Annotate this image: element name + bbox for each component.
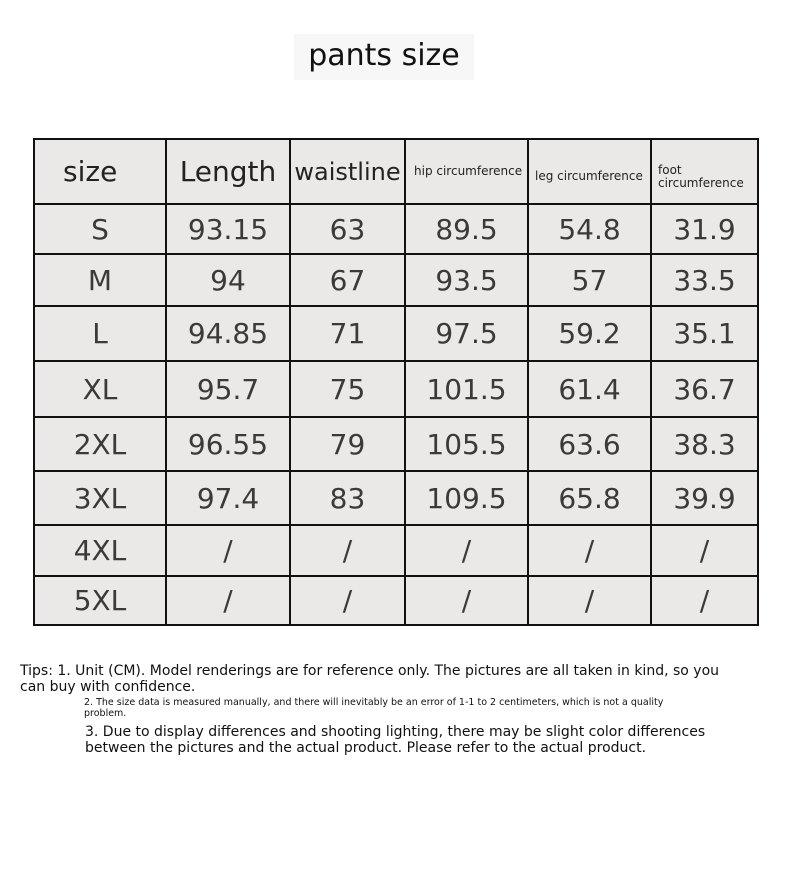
cell-waistline: / xyxy=(290,576,405,625)
cell-length: 95.7 xyxy=(166,361,290,417)
header-leg-circumference: leg circumference xyxy=(528,139,651,204)
tip-unit: Tips: 1. Unit (CM). Model renderings are for reference only. The pictures are all taken in kind, so you can buy with confidence. xyxy=(20,663,720,695)
cell-foot: 33.5 xyxy=(651,254,758,306)
cell-size: XL xyxy=(34,361,166,417)
cell-foot: 38.3 xyxy=(651,417,758,471)
cell-size: 4XL xyxy=(34,525,166,576)
cell-length: 93.15 xyxy=(166,204,290,254)
table-row xyxy=(34,306,758,361)
cell-size: M xyxy=(34,254,166,306)
table-row xyxy=(34,361,758,417)
cell-foot: / xyxy=(651,525,758,576)
cell-leg: 61.4 xyxy=(528,361,651,417)
cell-hip: / xyxy=(405,525,528,576)
table-row xyxy=(34,576,758,625)
size-chart-table xyxy=(33,138,759,626)
cell-waistline: 83 xyxy=(290,471,405,525)
cell-leg: / xyxy=(528,525,651,576)
table-row xyxy=(34,525,758,576)
cell-leg: 57 xyxy=(528,254,651,306)
cell-waistline: 67 xyxy=(290,254,405,306)
table-header-row xyxy=(34,139,758,204)
table-row xyxy=(34,204,758,254)
cell-waistline: 63 xyxy=(290,204,405,254)
cell-leg: 59.2 xyxy=(528,306,651,361)
cell-size: S xyxy=(34,204,166,254)
cell-hip: 93.5 xyxy=(405,254,528,306)
cell-hip: 105.5 xyxy=(405,417,528,471)
cell-length: 96.55 xyxy=(166,417,290,471)
cell-waistline: 71 xyxy=(290,306,405,361)
cell-leg: 54.8 xyxy=(528,204,651,254)
cell-foot: / xyxy=(651,576,758,625)
cell-hip: 97.5 xyxy=(405,306,528,361)
cell-length: 94 xyxy=(166,254,290,306)
cell-hip: / xyxy=(405,576,528,625)
cell-length: / xyxy=(166,525,290,576)
cell-waistline: 79 xyxy=(290,417,405,471)
table-row xyxy=(34,471,758,525)
cell-waistline: 75 xyxy=(290,361,405,417)
header-length: Length xyxy=(166,139,290,204)
cell-foot: 39.9 xyxy=(651,471,758,525)
cell-size: L xyxy=(34,306,166,361)
cell-foot: 31.9 xyxy=(651,204,758,254)
header-waistline: waistline xyxy=(290,139,405,204)
cell-hip: 89.5 xyxy=(405,204,528,254)
cell-leg: / xyxy=(528,576,651,625)
cell-leg: 65.8 xyxy=(528,471,651,525)
page-title: pants size xyxy=(308,38,460,73)
cell-foot: 36.7 xyxy=(651,361,758,417)
cell-leg: 63.6 xyxy=(528,417,651,471)
cell-size: 5XL xyxy=(34,576,166,625)
cell-length: 94.85 xyxy=(166,306,290,361)
table-row xyxy=(34,254,758,306)
cell-foot: 35.1 xyxy=(651,306,758,361)
cell-hip: 101.5 xyxy=(405,361,528,417)
cell-hip: 109.5 xyxy=(405,471,528,525)
cell-size: 2XL xyxy=(34,417,166,471)
table-row xyxy=(34,417,758,471)
header-size: size xyxy=(34,139,166,204)
cell-waistline: / xyxy=(290,525,405,576)
cell-length: / xyxy=(166,576,290,625)
title-background xyxy=(294,34,474,80)
tip-color-difference: 3. Due to display differences and shooting lighting, there may be slight color differences between the pictures and the actual product. Please refer to the actual product. xyxy=(85,724,706,756)
cell-size: 3XL xyxy=(34,471,166,525)
header-foot-circumference: foot circumference xyxy=(651,139,758,204)
tip-measurement-error: 2. The size data is measured manually, and there will inevitably be an error of 1-1 to 2 centimeters, which is not a quality problem. xyxy=(84,697,664,719)
cell-length: 97.4 xyxy=(166,471,290,525)
header-hip-circumference: hip circumference xyxy=(405,139,528,204)
